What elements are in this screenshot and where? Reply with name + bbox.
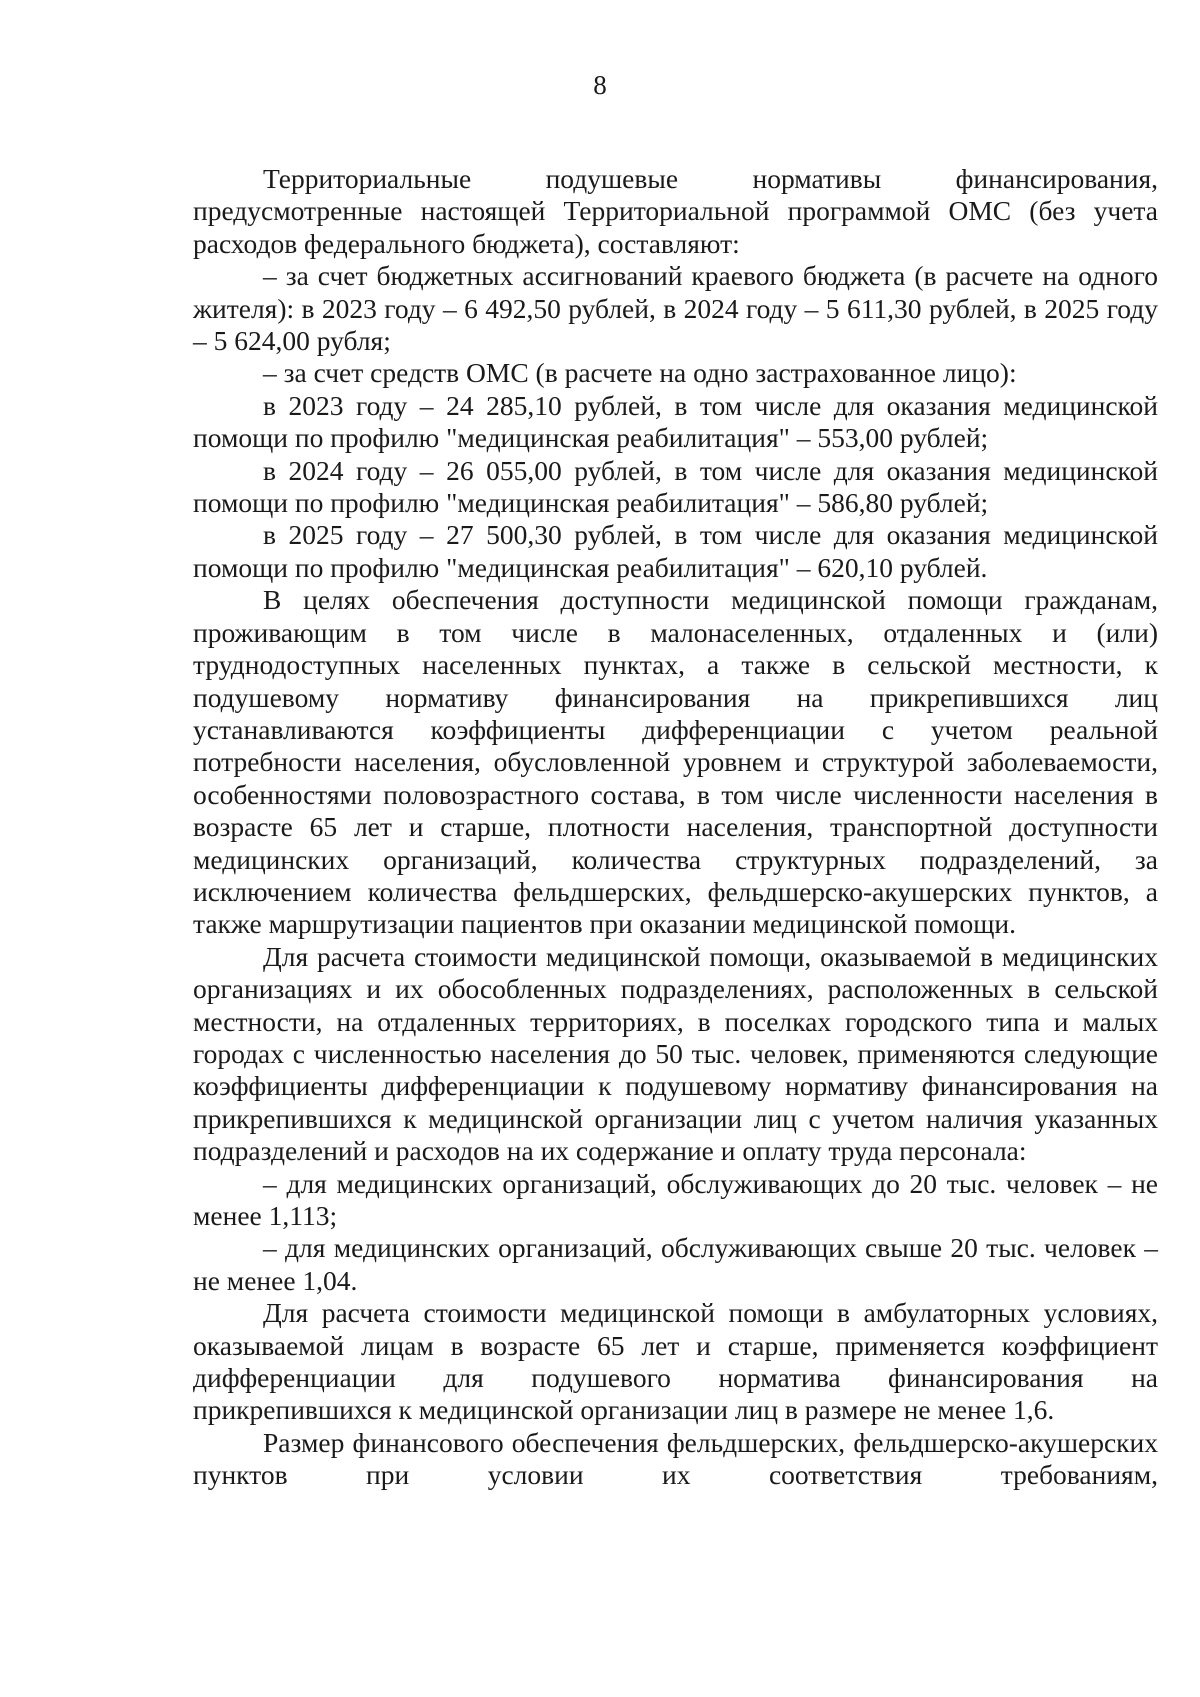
paragraph-norm-2025: в 2025 году – 27 500,30 рублей, в том числе для оказания медицинской помощи по профилю "медицинская реабилитация" – 620,10 рублей. xyxy=(193,519,1158,583)
paragraph-oms-funds-intro: – за счет средств ОМС (в расчете на одно застрахованное лицо): xyxy=(263,357,1017,389)
paragraph-coefficient-up-to-20k: – для медицинских организаций, обслуживающих до 20 тыс. человек – не менее 1,113; xyxy=(193,1167,1158,1231)
paragraph-per-capita-norms-intro: Территориальные подушевые нормативы финансирования, предусмотренные настоящей Территориальной программой ОМС (без учета расходов федерального бюджета), составляют: xyxy=(193,163,1158,259)
document-body xyxy=(193,163,1158,1492)
paragraph-differentiation-coefficients: В целях обеспечения доступности медицинской помощи гражданам, проживающим в том числе в малонаселенных, отдаленных и (или) труднодоступных населенных пунктах, а также в сельской местности, к подушевому нормативу финансирования на прикрепившихся лиц устанавливаются коэффициенты дифференциации с учетом реальной потребности населения, обусловленной уровнем и структурой заболеваемости, особенностями половозрастного состава, в том числе численности населения в возрасте 65 лет и старше, плотности населения, транспортной доступности медицинских организаций, количества структурных подразделений, за исключением количества фельдшерских, фельдшерско-акушерских пунктов, а также маршрутизации пациентов при оказании медицинской помощи. xyxy=(193,584,1158,940)
paragraph-coefficient-65-plus: Для расчета стоимости медицинской помощи в амбулаторных условиях, оказываемой лицам в возрасте 65 лет и старше, применяется коэффициент дифференциации для подушевого норматива финансирования на прикрепившихся к медицинской организации лиц в размере не менее 1,6. xyxy=(193,1297,1158,1426)
paragraph-rural-cost-calculation: Для расчета стоимости медицинской помощи, оказываемой в медицинских организациях и их обособленных подразделениях, расположенных в сельской местности, на отдаленных территориях, в поселках городского типа и малых городах с численностью населения до 50 тыс. человек, применяются следующие коэффициенты дифференциации к подушевому нормативу финансирования на прикрепившихся к медицинской организации лиц с учетом наличия указанных подразделений и расходов на их содержание и оплату труда персонала: xyxy=(193,940,1158,1167)
paragraph-regional-budget-norms: – за счет бюджетных ассигнований краевого бюджета (в расчете на одного жителя): в 2023 году – 6 492,50 рублей, в 2024 году – 5 611,30 рублей, в 2025 году – 5 624,00 рубля; xyxy=(193,260,1158,357)
paragraph-coefficient-over-20k: – для медицинских организаций, обслуживающих свыше 20 тыс. человек – не менее 1,04. xyxy=(193,1232,1158,1296)
paragraph-norm-2024: в 2024 году – 26 055,00 рублей, в том числе для оказания медицинской помощи по профилю "медицинская реабилитация" – 586,80 рублей; xyxy=(193,454,1158,519)
page-number: 8 xyxy=(593,70,607,100)
paragraph-norm-2023: в 2023 году – 24 285,10 рублей, в том числе для оказания медицинской помощи по профилю "медицинская реабилитация" – 553,00 рублей; xyxy=(193,389,1158,454)
paragraph-feldsher-points-funding: Размер финансового обеспечения фельдшерских, фельдшерско-акушерских пунктов при условии их соответствия требованиям, xyxy=(193,1426,1158,1491)
